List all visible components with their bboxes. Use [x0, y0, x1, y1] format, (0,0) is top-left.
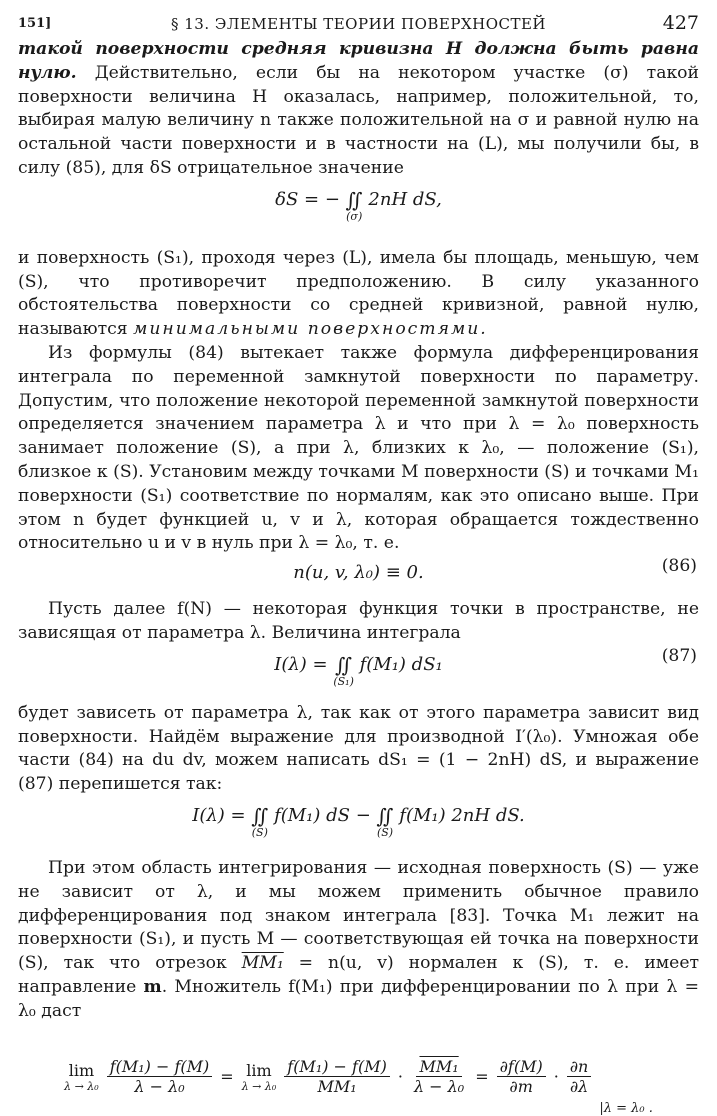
evaluation-bar: |λ = λ₀ . — [599, 1100, 653, 1116]
limit-2: lim λ → λ₀ — [241, 1060, 277, 1093]
term-minimal-surfaces: минимальными поверхностями. — [133, 319, 488, 340]
formula-87 — [18, 646, 699, 702]
section-number: 151] — [18, 16, 52, 31]
formula-delta-s-rhs: 2nH dS, — [362, 188, 442, 210]
paragraph-5: будет зависеть от параметра λ, так как от этого параметра зависит вид поверхности. Найдём выражение для производной I′(λ₀). Умножая обе части (84) на du dv, можем написать dS₁ = (1 − 2nH) dS, и выражение (87) перепишется так: — [18, 702, 699, 795]
integral-domain: (S) — [251, 825, 268, 839]
integral-symbol: ∬ — [251, 803, 269, 828]
formula-i-mid: f(M₁) dS − — [268, 804, 377, 826]
paragraph-6-text-b: = n(u, v) нормален к (S), т. е. имеет направление — [18, 953, 699, 997]
equation-number-86: (86) — [661, 556, 697, 577]
fraction-1: $\frac{\text{f(M₁) − f(M)}}{\text{λ − λ₀}}$ — [107, 1057, 213, 1096]
integral-domain: (S) — [376, 825, 394, 839]
fraction-2: $\frac{\text{f(M₁) − f(M)}}{\text{MM₁}}$ — [284, 1057, 390, 1096]
paragraph-2-text: и поверхность (S₁), проходя через (L), имела бы площадь, меньшую, чем (S), что противоречит предположению. В силу указанного обстоятельства поверхности со средней кривизной, равной нулю, называются — [18, 247, 699, 340]
dot-operator: · — [553, 1067, 559, 1086]
dot-operator: · — [397, 1067, 403, 1086]
page-number: 427 — [662, 12, 699, 34]
double-integral — [251, 805, 268, 838]
fraction-5: $\frac{\partial n}{\partial\lambda}$ — [567, 1057, 592, 1096]
formula-i-rhs: f(M₁) 2nH dS. — [393, 804, 525, 826]
paragraph-6 — [18, 857, 699, 1024]
formula-i-lhs: I(λ) = — [192, 804, 252, 826]
vector-m: m — [143, 976, 162, 997]
equals-sign: = — [220, 1067, 234, 1086]
formula-i-lambda — [18, 797, 699, 857]
equation-number-87: (87) — [661, 645, 697, 666]
paragraph-6-text-c: . Множитель f(M₁) при дифференцировании по λ при λ = λ₀ даст — [18, 976, 699, 1021]
paragraph-1-text: Действительно, если бы на некотором участке (σ) такой поверхности величина H оказалась, например, положительной, то, выбирая малую величину n также положительной на σ и равной нулю на остальной части поверхности и в частности на (L), мы получили бы, в силу (85), для δS отрицательное значение — [18, 62, 699, 178]
double-integral — [346, 189, 363, 222]
integral-domain: (σ) — [346, 209, 363, 223]
paragraph-3: Из формулы (84) вытекает также формула дифференцирования интеграла по переменной замкнутой поверхности по параметру. Допустим, что положение некоторой переменной замкнутой поверхности определяется значением параметра λ и что при λ = λ₀ поверхность занимает положение (S), а при λ, близких к λ₀, — положение (S₁), близкое к (S). Установим между точками M поверхности (S) и точками M₁ поверхности (S₁) соответствие по нормалям, как это описано выше. При этом n будет функцией u, v и λ, которая обращается тождественно относительно u и v в нуль при λ = λ₀, т. е. — [18, 342, 699, 554]
integral-symbol: ∬ — [376, 803, 394, 828]
formula-86-body: n(u, v, λ₀) ≡ 0. — [293, 562, 424, 584]
italic-statement: такой поверхности средняя кривизна H должна быть равна нулю. — [18, 39, 699, 83]
integral-symbol: ∬ — [335, 652, 353, 677]
integral-domain: (S₁) — [333, 674, 354, 688]
formula-limit — [18, 1024, 699, 1116]
fraction-3: $\frac{\text{MM₁}}{\text{λ − λ₀}}$ — [413, 1057, 465, 1096]
segment-mm1: MM₁ — [241, 953, 284, 974]
formula-delta-s-lhs: δS = − — [275, 188, 346, 210]
limit-1: lim λ → λ₀ — [64, 1060, 99, 1093]
paragraph-1 — [18, 38, 699, 181]
paragraph-6-text-a: При этом область интегрирования — исходная поверхность (S) — уже не зависит от λ, и мы можем применить обычное правило дифференцирования под знаком интеграла [83]. Точка M₁ лежит на поверхности (S₁), и пусть M — соответствующая ей точка на поверхности (S), так что отрезок — [18, 857, 699, 974]
double-integral — [333, 654, 354, 687]
integral-symbol: ∬ — [345, 187, 363, 212]
formula-87-rhs: f(M₁) dS₁ — [353, 653, 443, 675]
paragraph-4: Пусть далее f(N) — некоторая функция точки в пространстве, не зависящая от параметра λ. Величина интеграла — [18, 599, 699, 643]
double-integral — [377, 805, 394, 838]
formula-87-lhs: I(λ) = — [274, 653, 334, 675]
paragraph-2 — [18, 247, 699, 342]
fraction-4: $\frac{\partial f(M)}{\partial m}$ — [497, 1057, 546, 1096]
formula-86 — [18, 556, 699, 598]
equals-sign: = — [475, 1067, 489, 1086]
formula-delta-s — [18, 181, 699, 247]
running-header — [18, 12, 699, 38]
chapter-title: § 13. ЭЛЕМЕНТЫ ТЕОРИИ ПОВЕРХНОСТЕЙ — [170, 15, 547, 33]
